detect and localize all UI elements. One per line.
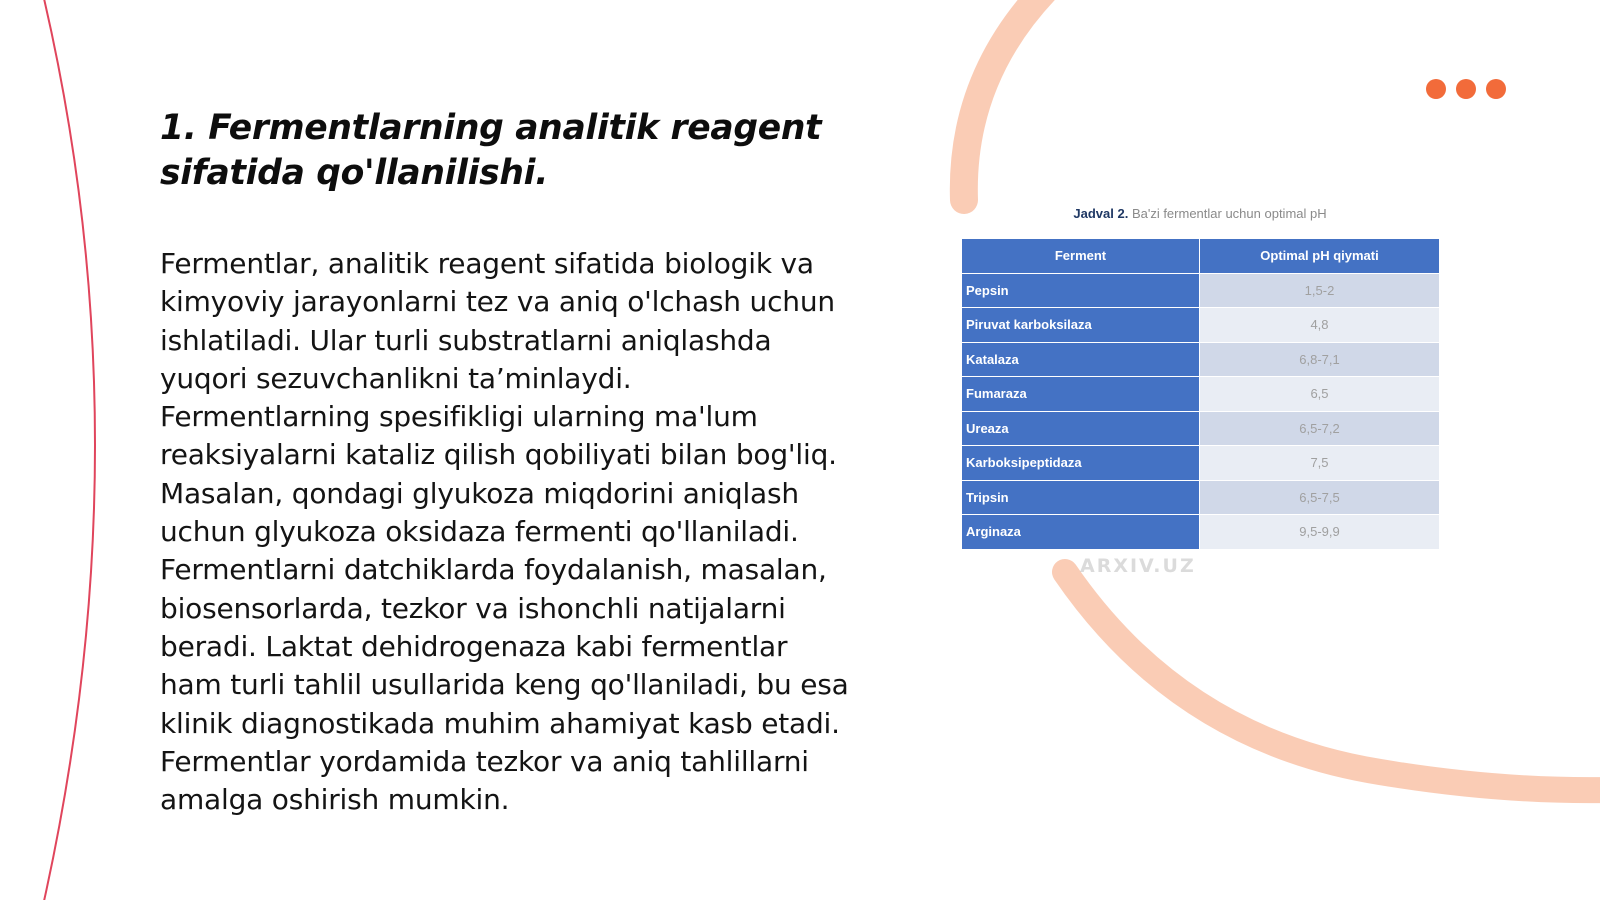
table-caption-label: Jadval 2. [1073, 206, 1129, 221]
ph-cell: 6,5-7,2 [1200, 411, 1440, 446]
table-caption [961, 206, 1439, 221]
bottom-arc-peach [1065, 572, 1600, 790]
top-arc-peach [964, 0, 1045, 200]
table-row [962, 446, 1440, 481]
table-row [962, 411, 1440, 446]
table-row [962, 342, 1440, 377]
enzyme-cell: Arginaza [962, 515, 1200, 550]
dots-decoration [1426, 79, 1506, 99]
enzyme-cell: Katalaza [962, 342, 1200, 377]
slide-title: 1. Fermentlarning analitik reagent sifatida qo'llanilishi. [160, 108, 822, 193]
header-ferment: Ferment [962, 239, 1200, 274]
ph-cell: 6,8-7,1 [1200, 342, 1440, 377]
table-row [962, 480, 1440, 515]
orange-dot [1426, 79, 1446, 99]
table-caption-text: Ba'zi fermentlar uchun optimal pH [1131, 206, 1327, 221]
table-row [962, 308, 1440, 343]
ph-cell: 4,8 [1200, 308, 1440, 343]
ph-cell: 9,5-9,9 [1200, 515, 1440, 550]
orange-dot [1486, 79, 1506, 99]
table-row [962, 273, 1440, 308]
ph-cell: 1,5-2 [1200, 273, 1440, 308]
table-row [962, 515, 1440, 550]
header-optimal-ph: Optimal pH qiymati [1200, 239, 1440, 274]
enzyme-cell: Ureaza [962, 411, 1200, 446]
left-curve-line [42, 0, 95, 900]
enzyme-ph-table [961, 238, 1440, 550]
slide-body-text: Fermentlar, analitik reagent sifatida biologik va kimyoviy jarayonlarni tez va aniq o'lchash uchun ishlatiladi. Ular turli substratlarni aniqlashda yuqori sezuvchanlikni ta’minlaydi. Fermentlarning spesifikligi ularning ma'lum reaksiyalarni kataliz qilish qobiliyati bilan bog'liq. Masalan, qondagi glyukoza miqdorini aniqlash uchun glyukoza oksidaza fermenti qo'llaniladi. Fermentlarni datchiklarda foydalanish, masalan, biosensorlarda, tezkor va ishonchli natijalarni beradi. Laktat dehidrogenaza kabi fermentlar ham turli tahlil usullarida keng qo'llaniladi, bu esa klinik diagnostikada muhim ahamiyat kasb etadi. Fermentlar yordamida tezkor va aniq tahlillarni amalga oshirish mumkin. [160, 247, 849, 817]
ph-cell: 6,5 [1200, 377, 1440, 412]
ph-cell: 6,5-7,5 [1200, 480, 1440, 515]
table-header-row [962, 239, 1440, 274]
enzyme-cell: Tripsin [962, 480, 1200, 515]
ph-cell: 7,5 [1200, 446, 1440, 481]
enzyme-cell: Karboksipeptidaza [962, 446, 1200, 481]
enzyme-cell: Piruvat karboksilaza [962, 308, 1200, 343]
enzyme-cell: Pepsin [962, 273, 1200, 308]
watermark-text: ARXIV.UZ [1080, 555, 1196, 577]
table-row [962, 377, 1440, 412]
orange-dot [1456, 79, 1476, 99]
enzyme-cell: Fumaraza [962, 377, 1200, 412]
